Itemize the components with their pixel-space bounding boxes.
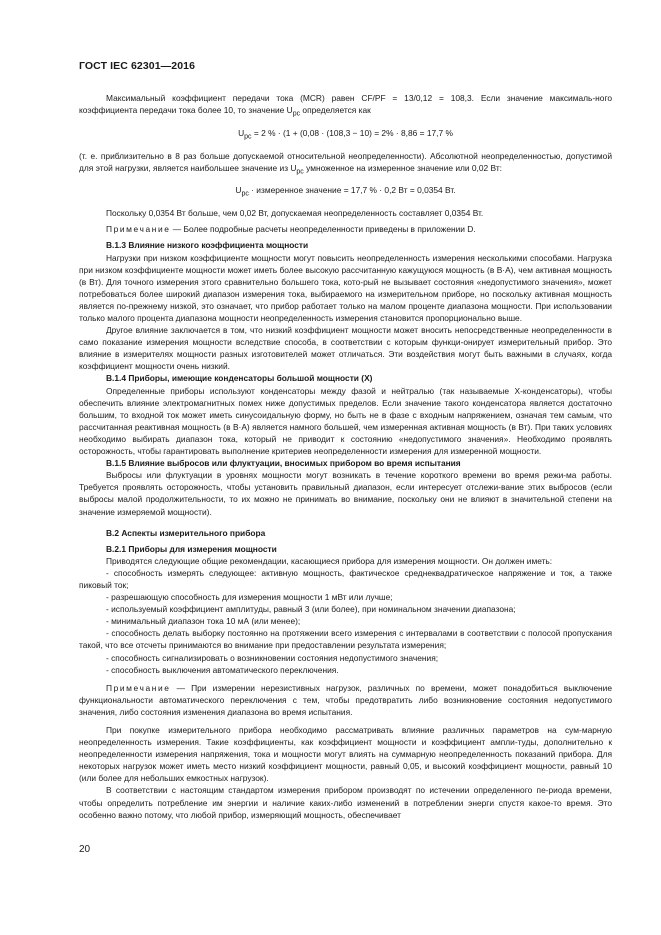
paragraph: Примечание — Более подробные расчеты неопределенности приведены в приложении D.	[106, 224, 476, 235]
section-heading: В.1.5 Влияние выбросов или флуктуации, вносимых прибором во время испытания	[106, 458, 461, 469]
section-heading: В.1.4 Приборы, имеющие конденсаторы большой мощности (X)	[106, 373, 373, 384]
paragraph: В соответствии с настоящим стандартом измерения прибором производят по истечении определенного пе-риода времени, чтобы определить потребление им энергии и наличие каких-либо изменений в потреблении энерги спустя какое-то время. Это особенно важно потому, что любой прибор, измеряющий мощность, обеспечивает	[79, 785, 612, 820]
paragraph: - разрешающую способность для измерения мощности 1 мВт или лучше;	[106, 592, 393, 603]
section-heading: В.1.3 Влияние низкого коэффициента мощности	[106, 240, 309, 251]
paragraph: (т. е. приблизительно в 8 раз больше допускаемой относительной неопределенности). Абсолютной неопределенностью, допустимой для этой нагрузки, является наибольшее значение из $U_{pc}$ умноженное на измеренное значение или 0,02 Вт:	[79, 150, 612, 176]
paragraph: - минимальный диапазон тока 10 мА (или менее);	[106, 616, 301, 627]
paragraph: Выбросы или флуктуации в уровнях мощности могут возникать в течение короткого времени во время режи-ма работы. Требуется проявлять осторожность, чтобы установить правильный диапазон, если интересует отслежи-вание этих выбросов (если выбросы малой продолжительности, то их можно не принимать во внимание, поскольку они не влияют в значительной степени на значение измеряемой мощности).	[79, 470, 612, 517]
paragraph: Определенные приборы используют конденсаторы между фазой и нейтралью (так называемые X-конденсаторы), чтобы обеспечить влияние электромагнитных помех ниже допустимых пределов. Если значение такого конденсатора является достаточно большим, то входной ток может иметь синусоидальную форму, но быть не в фазе с входным напряжением, означая тем самым, что рассчитанная реактивная мощность (в В·А) является намного большей, чем измеренная активная мощность (в Вт). При таких условиях необходимо выбирать диапазон тока, который не приводит к состоянию «недопустимого значения». Необходимо проявлять осторожность, чтобы гарантировать выполнение критериев неопределенности измерения для измеренной мощности.	[79, 385, 612, 457]
page-number: 20	[79, 844, 91, 855]
paragraph: - используемый коэффициент амплитуды, равный 3 (или более), при номинальном значении диапазона;	[106, 604, 516, 615]
paragraph: Приводятся следующие общие рекомендации, касающиеся прибора для измерения мощности. Он должен иметь:	[106, 555, 553, 566]
paragraph: При покупке измерительного прибора необходимо рассматривать влияние различных параметров на сум-марную неопределенность измерения. Такие коэффициенты, как коэффициент мощности и коэффициент ампли-туды, дополнительно к неопределенности измерения напряжения, тока и мощности могут влиять на суммарную неопределенность показаний прибора. Для некоторых нагрузок может иметь место низкий коэффициент мощности, равный 0,05, и высокий коэффициент мощности, равный 10 (или более для небольших емкостных нагрузок).	[79, 725, 612, 784]
paragraph: Нагрузки при низком коэффициенте мощности могут повысить неопределенность измерения несколькими способами. Нагрузка при низком коэффициенте мощности может иметь более высокую рассчитанную кажущуюся мощность (в В·А), чем активная мощность (в Вт). Для точного измерения этого сравнительно большего тока, кото-рый не вызывает состояния «недопустимого значения», может потребоваться более широкий диапазон измерения тока, выбираемого на измерительном приборе, но поскольку активная мощность является по-прежнему низкой, это означает, что прибор работает только на малом проценте диапазона мощности. При использовании только малого процента диапазона мощности неопределенность измерения становится пропорционально выше.	[79, 252, 612, 323]
paragraph: - способность делать выборку постоянно на протяжении всего измерения с интервалами в соответствии с полосой пропускания такой, что все отсчеты принимаются во внимание при предоставлении результата измерения;	[79, 628, 612, 651]
paragraph: - способность выключения автоматического переключения.	[106, 664, 339, 675]
section-heading: В.2.1 Приборы для измерения мощности	[106, 543, 277, 554]
section-heading: В.2 Аспекты измерительного прибора	[106, 527, 266, 538]
paragraph: - способность измерять следующее: активную мощность, фактическое среднеквадратическое напряжение и ток, а также пиковый ток;	[79, 567, 612, 590]
document-body	[79, 88, 612, 821]
formula: $U_{pc} = 2$ % · (1 + (0,08 · (108,3 − 10) = 2% · 8,86 = 17,7 %	[238, 127, 453, 141]
formula: $U_{pc}$ · измеренное значение = 17,7 % · 0,2 Вт = 0,0354 Вт.	[235, 185, 456, 199]
paragraph: - способность сигнализировать о возникновении состояния недопустимого значения;	[106, 652, 439, 663]
paragraph: Примечание — При измерении нерезистивных нагрузок, различных по времени, может понадобиться выключение функциональности автоматического переключения с тем, чтобы предотвратить либо возникновение состояния недопустимого значения, либо состояния изменения диапазона во время испытания.	[79, 682, 612, 717]
document-header: ГОСТ IEC 62301—2016	[79, 60, 196, 72]
paragraph: Другое влияние заключается в том, что низкий коэффициент мощности может вносить непосредственные неопределенности в само показание измерения мощности вследствие способа, в соответствии с которым функци-онирует измерительный прибор. Это влияние в измерителях мощности разных изготовителей может отличаться. Эти воздействия могут быть важными в случаях, когда коэффициент мощности очень низкий.	[79, 325, 612, 372]
paragraph: Поскольку 0,0354 Вт больше, чем 0,02 Вт, допускаемая неопределенность составляет 0,0354 Вт.	[106, 208, 484, 219]
paragraph: Максимальный коэффициент передачи тока (MCR) равен CF/PF = 13/0,12 = 108,3. Если значение максималь-ного коэффициента передачи тока более 10, то значение $U_{pc}$ определяется как	[79, 93, 612, 118]
